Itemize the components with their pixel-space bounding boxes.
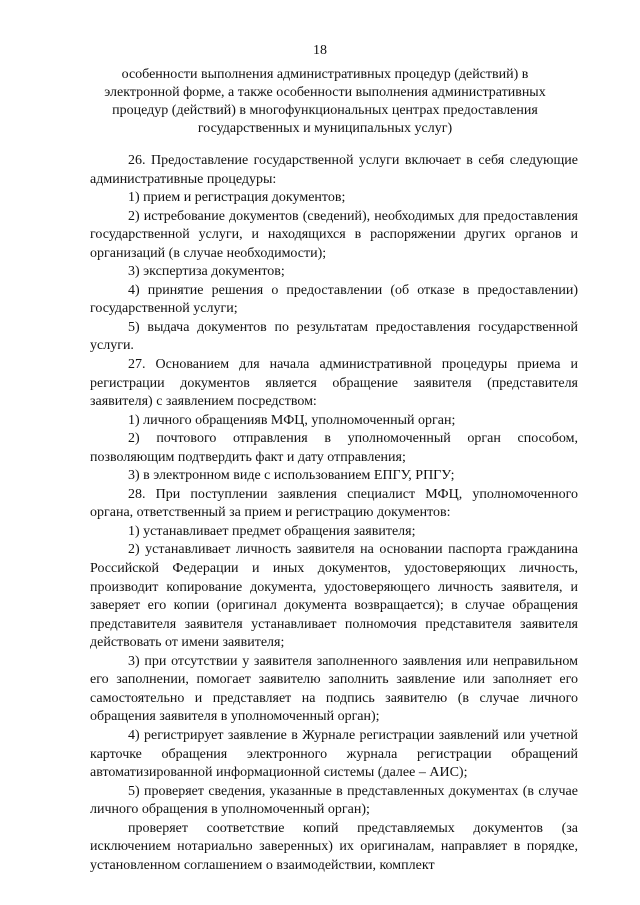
paragraph-26: 26. Предоставление государственной услуги включает в себя следующие административные процедуры: xyxy=(90,153,578,187)
paragraph-28-continuation: проверяет соответствие копий представляемых документов (за исключением нотариально заверенных) их оригиналам, направляет в порядке, установленном соглашением о взаимодействии, комплект xyxy=(90,820,578,873)
paragraph-27-item-3: 3) в электронном виде с использованием ЕПГУ, РПГУ; xyxy=(128,468,455,484)
paragraph-28-item-5: 5) проверяет сведения, указанные в представленных документах (в случае личного обращения в уполномоченный орган); xyxy=(90,783,578,818)
heading-line: особенности выполнения административных процедур (действий) в xyxy=(121,67,529,82)
paragraph-28-item-2: 2) устанавливает личность заявителя на основании паспорта гражданина Российской Федерации и иных документов, удостоверяющих личность, производит копирование документа, удостоверяющего личность заявителя, и заверяет его копии (оригинал документа возвращается); в случае обращения представителя заявителя устанавливает полномочия представителя заявителя действовать от имени заявителя; xyxy=(90,542,578,651)
paragraph-27: 27. Основанием для начала административной процедуры приема и регистрации документов является обращение заявителя (представителя заявителя) с заявлением посредством: xyxy=(90,357,578,410)
paragraph-27-item-1: 1) личного обращенияв МФЦ, уполномоченный орган; xyxy=(128,412,456,428)
paragraph-28-item-3: 3) при отсутствии у заявителя заполненного заявления или неправильном его заполнении, помогает заявителю заполнить заявление или заполняет его самостоятельно и представляет на подпись заявителю (в случае личного обращения заявителя в уполномоченный орган); xyxy=(90,653,578,725)
paragraph-28-item-1: 1) устанавливает предмет обращения заявителя; xyxy=(128,523,416,539)
paragraph-26-item-5: 5) выдача документов по результатам предоставления государственной услуги. xyxy=(90,319,578,354)
paragraph-28: 28. При поступлении заявления специалист МФЦ, уполномоченного органа, ответственный за прием и регистрацию документов: xyxy=(90,486,578,521)
paragraph-26-item-1: 1) прием и регистрация документов; xyxy=(128,190,346,206)
document-body xyxy=(90,152,578,875)
heading-line: электронной форме, а также особенности выполнения административных xyxy=(104,85,546,100)
page-number: 18 xyxy=(313,43,327,58)
paragraph-27-item-2: 2) почтового отправления в уполномоченный орган способом, позволяющим подтвердить факт и дату отправления; xyxy=(90,431,578,465)
paragraph-26-item-3: 3) экспертиза документов; xyxy=(128,264,285,280)
heading-line: процедур (действий) в многофункциональных центрах предоставления xyxy=(112,103,538,118)
section-heading xyxy=(90,66,560,138)
paragraph-28-item-4: 4) регистрирует заявление в Журнале регистрации заявлений или учетной карточке обращения электронного журнала регистрации обращений автоматизированной информационной системы (далее – АИС); xyxy=(90,727,578,781)
paragraph-26-item-4: 4) принятие решения о предоставлении (об отказе в предоставлении) государственной услуги; xyxy=(90,282,578,317)
heading-line: государственных и муниципальных услуг) xyxy=(197,121,453,136)
paragraph-26-item-2: 2) истребование документов (сведений), необходимых для предоставления государственной услуги, и находящихся в распоряжении других органов и организаций (в случае необходимости); xyxy=(90,208,578,261)
